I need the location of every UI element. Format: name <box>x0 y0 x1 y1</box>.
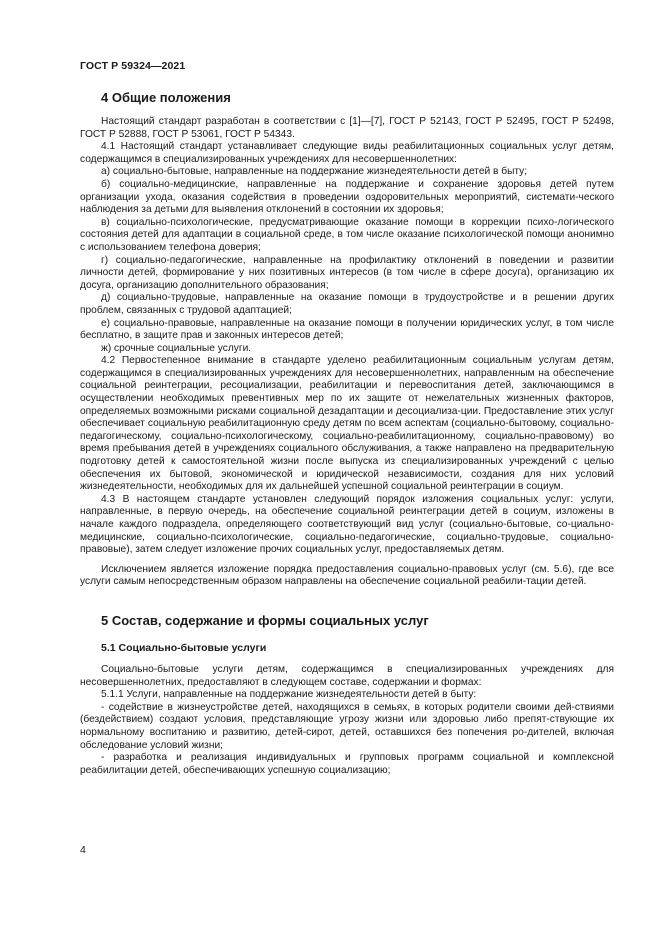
list-item: - разработка и реализация индивидуальных и групповых программ социальной и комплексной реабилитации детей, обеспечивающих успешную социализацию; <box>80 752 614 776</box>
list-item: в) социально-психологические, предусматривающие оказание помощи в коррекции психо-логического состояния детей для адаптации в социальной среде, в том числе оказание психологической помощи анонимно с использованием телефона доверия; <box>80 216 614 253</box>
list-item: г) социально-педагогические, направленные на профилактику отклонений в поведении и развитии личности детей, формирование у них позитивных интересов (в том числе в сфере досуга), организацию их досуга, организацию дополнительного образования; <box>80 254 614 291</box>
paragraph: Социально-бытовые услуги детям, содержащимся в специализированных учреждениях для несовершеннолетних, предоставляют в следующем составе, содержании и формах: <box>80 663 614 688</box>
list-item: б) социально-медицинские, направленные на поддержание и сохранение здоровья детей путем организации ухода, оказания содействия в проведении оздоровительных мероприятий, системати-ческого наблюдения за детьми для выявления отклонений в состоянии их здоровья; <box>80 178 614 216</box>
paragraph: Исключением является изложение порядка предоставления социально-правовых услуг (см. 5.6), где все услуги самым непосредственным образом направлены на обеспечение социальной реабили-тации детей. <box>80 563 614 588</box>
list-item: а) социально-бытовые, направленные на поддержание жизнедеятельности детей в быту; <box>101 166 528 178</box>
paragraph: 4.3 В настоящем стандарте установлен следующий порядок изложения социальных услуг: услуги, направленные, в первую очередь, на обеспечение социальной реинтеграции детей в социум, изложены в начале каждого подраздела, определяющего соответствующий вид услуг (социально-бытовые, со-циально-медицинские, социально-психологические, социально-педагогические, социально-трудовые, социально-правовые), затем следует изложение прочих социальных услуг, предоставляемых детям. <box>80 493 614 556</box>
list-item: - содействие в жизнеустройстве детей, находящихся в семьях, в которых родители своими дей-ствиями (бездействием) создают условия, представляющие угрозу жизни или здоровью либо препят-ствующие их нормальному воспитанию и развитию, детей-сирот, детей, оставшихся без попечения ро-дителей, включая обследование условий жизни; <box>80 701 614 751</box>
paragraph: 4.2 Первостепенное внимание в стандарте уделено реабилитационным социальным услугам детям, содержащимся в специализированных учреждениях для несовершеннолетних, направленным на обеспечение социальной реинтеграции, ресоциализации, реабилитации и перевоспитания детей, заключающимся в осуществлении необходимых превентивных мер по их защите от нежелательных жизненных факторов, определяемых возможными рисками социальной дезадаптации и десоциализа-ции. Предоставление этих услуг обеспечивает социальную реабилитационную среду детям по всем аспектам (социально-бытовому, социально-педагогическому, социально-психологическому, социально-реабилитационному, социально-правовому) во время пребывания детей в учреждениях социального обслуживания, а также направлено на предварительную подготовку детей к самостоятельной жизни после выпуска из специализированных учреждений с целью обеспечения их бытовой, экономической и юридической независимости, создания для них условий жизнедеятельности, необходимых для их дальнейшей успешной социальной реинтеграции в социум. <box>80 355 614 493</box>
paragraph: 4.1 Настоящий стандарт устанавливает следующие виды реабилитационных социальных услуг детям, содержащимся в специализированных учреждениях для несовершеннолетних: <box>80 141 614 165</box>
section-5-body <box>80 664 614 777</box>
paragraph: Настоящий стандарт разработан в соответствии с [1]—[7], ГОСТ Р 52143, ГОСТ Р 52495, ГОСТ Р 52498, ГОСТ Р 52888, ГОСТ Р 53061, ГОСТ Р 54343. <box>80 116 614 140</box>
page-number: 4 <box>80 844 86 856</box>
document-body <box>80 90 614 777</box>
list-item: е) социально-правовые, направленные на оказание помощи в получении юридических услуг, в том числе бесплатно, в защите прав и законных интересов детей; <box>80 317 614 342</box>
paragraph: 5.1.1 Услуги, направленные на поддержание жизнедеятельности детей в быту: <box>101 689 477 701</box>
subsection-5-1-title: 5.1 Социально-бытовые услуги <box>101 641 267 654</box>
section-4-title: 4 Общие положения <box>101 90 231 105</box>
section-5-title: 5 Состав, содержание и формы социальных услуг <box>101 612 429 628</box>
document-header: ГОСТ Р 59324—2021 <box>80 60 186 72</box>
section-4-body <box>80 116 614 589</box>
list-item: д) социально-трудовые, направленные на оказание помощи в трудоустройстве и в решении других проблем, связанных с трудовой адаптацией; <box>80 292 614 316</box>
list-item: ж) срочные социальные услуги. <box>101 342 252 354</box>
